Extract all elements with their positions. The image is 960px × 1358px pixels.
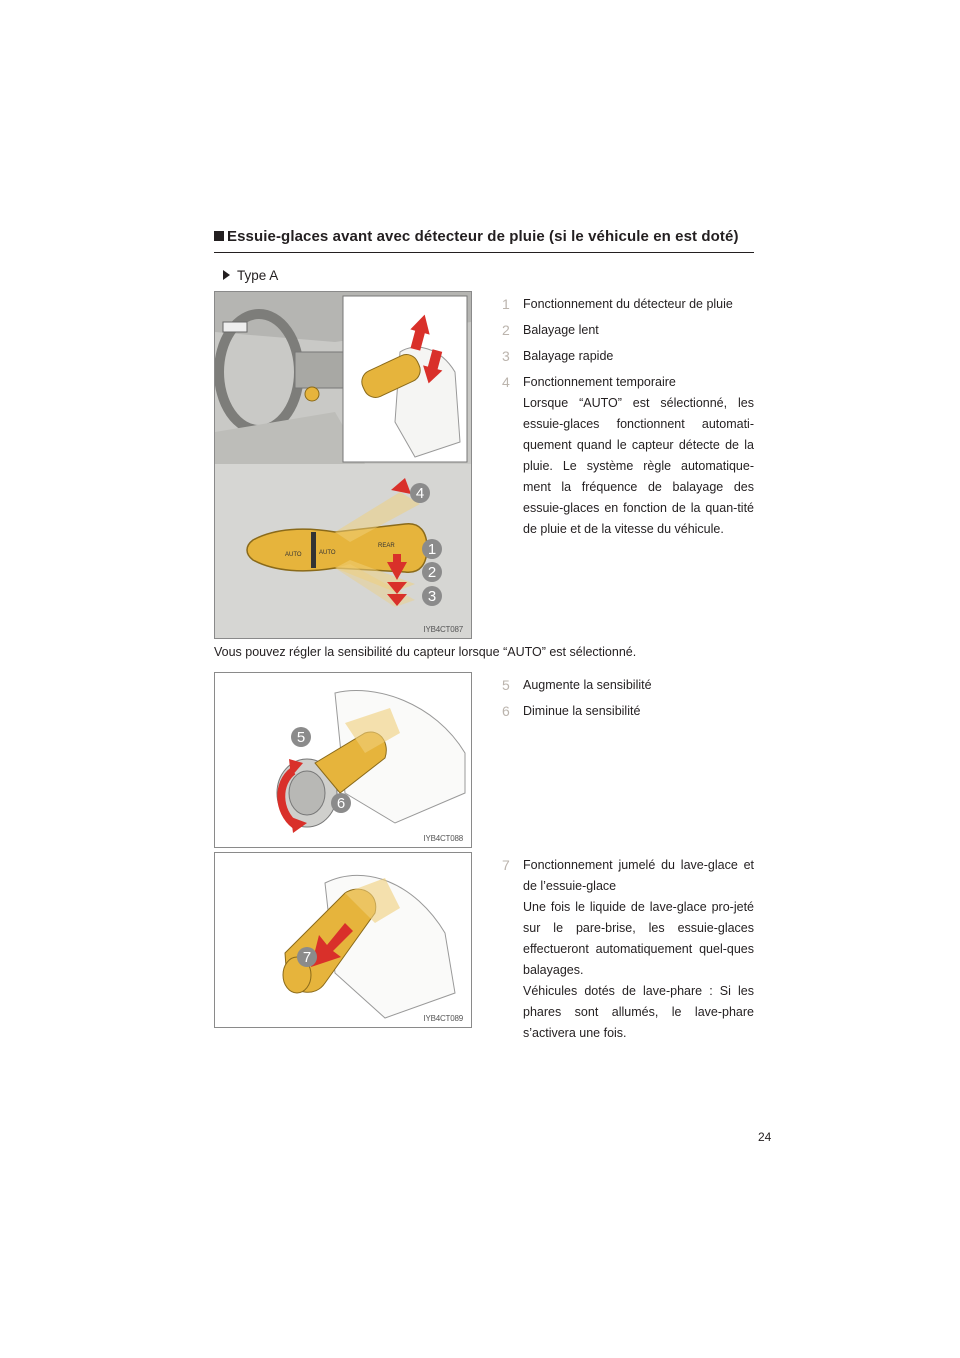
callout-4: 4 [415,485,425,502]
item-label: Fonctionnement du détecteur de pluie [523,297,733,311]
figure2-illustration [215,673,471,847]
figure-code: IYB4CT089 [423,1014,463,1023]
figure-sensitivity-dial [214,672,472,848]
square-bullet-icon [214,231,224,241]
figure-rain-sensor-lever [214,291,472,639]
list-item [502,372,754,540]
section-divider [214,252,754,253]
page-number: 24 [758,1130,772,1144]
item-number: 2 [502,322,510,338]
list-item [502,701,754,722]
item-description: Une fois le liquide de lave-glace pro-jeté sur le pare-brise, les essuie-glaces effectueront automatiquement quel-ques balayages. [523,900,754,977]
item-number: 1 [502,296,510,312]
type-heading [223,268,278,283]
triangle-bullet-icon [223,270,230,280]
item-label: Fonctionnement temporaire [523,375,676,389]
list-item [502,320,754,341]
item-number: 7 [502,857,510,873]
sensitivity-intro: Vous pouvez régler la sensibilité du capteur lorsque “AUTO” est sélectionné. [214,645,637,659]
items-list-1 [502,294,754,540]
list-item [502,294,754,315]
item-label: Balayage lent [523,323,599,337]
figure-code: IYB4CT088 [423,834,463,843]
item-description-2: Véhicules dotés de lave-phare : Si les phares sont allumés, le lave-phare s’activera une fois. [523,984,754,1040]
item-number: 5 [502,677,510,693]
callout-5: 5 [296,729,306,746]
lever-label-auto-2: AUTO [319,550,336,556]
item-label: Augmente la sensibilité [523,678,652,692]
figure-washer-lever [214,852,472,1028]
list-item [502,675,754,696]
figure1-illustration [215,292,471,638]
figure3-illustration [215,853,471,1027]
items-list-3 [502,855,754,1044]
callout-1: 1 [427,541,437,558]
item-label: Diminue la sensibilité [523,704,641,718]
item-number: 4 [502,374,510,390]
item-label: Balayage rapide [523,349,614,363]
list-item [502,346,754,367]
item-number: 6 [502,703,510,719]
callout-3: 3 [427,588,437,605]
lever-label-rear: REAR [378,543,395,549]
figure-code: IYB4CT087 [423,625,463,634]
item-description: Lorsque “AUTO” est sélectionné, les essuie-glaces fonctionnent automati-quement quand le capteur détecte de la pluie. Le système règle automatique-ment la fréquence de balayage des essuie-glaces en fonction de la quan-tité de pluie et de la vitesse du véhicule. [523,396,754,536]
list-item [502,855,754,1044]
items-list-2 [502,675,754,722]
type-heading-text: Type A [237,268,279,283]
section-heading [214,228,754,245]
item-label: Fonctionnement jumelé du lave-glace et de l’essuie-glace [523,858,754,893]
section-title-text: Essuie-glaces avant avec détecteur de pluie (si le véhicule en est doté) [227,228,739,245]
callout-7: 7 [302,949,312,966]
lever-label-auto-1: AUTO [285,552,302,558]
callout-2: 2 [427,564,437,581]
item-number: 3 [502,348,510,364]
callout-6: 6 [336,795,346,812]
